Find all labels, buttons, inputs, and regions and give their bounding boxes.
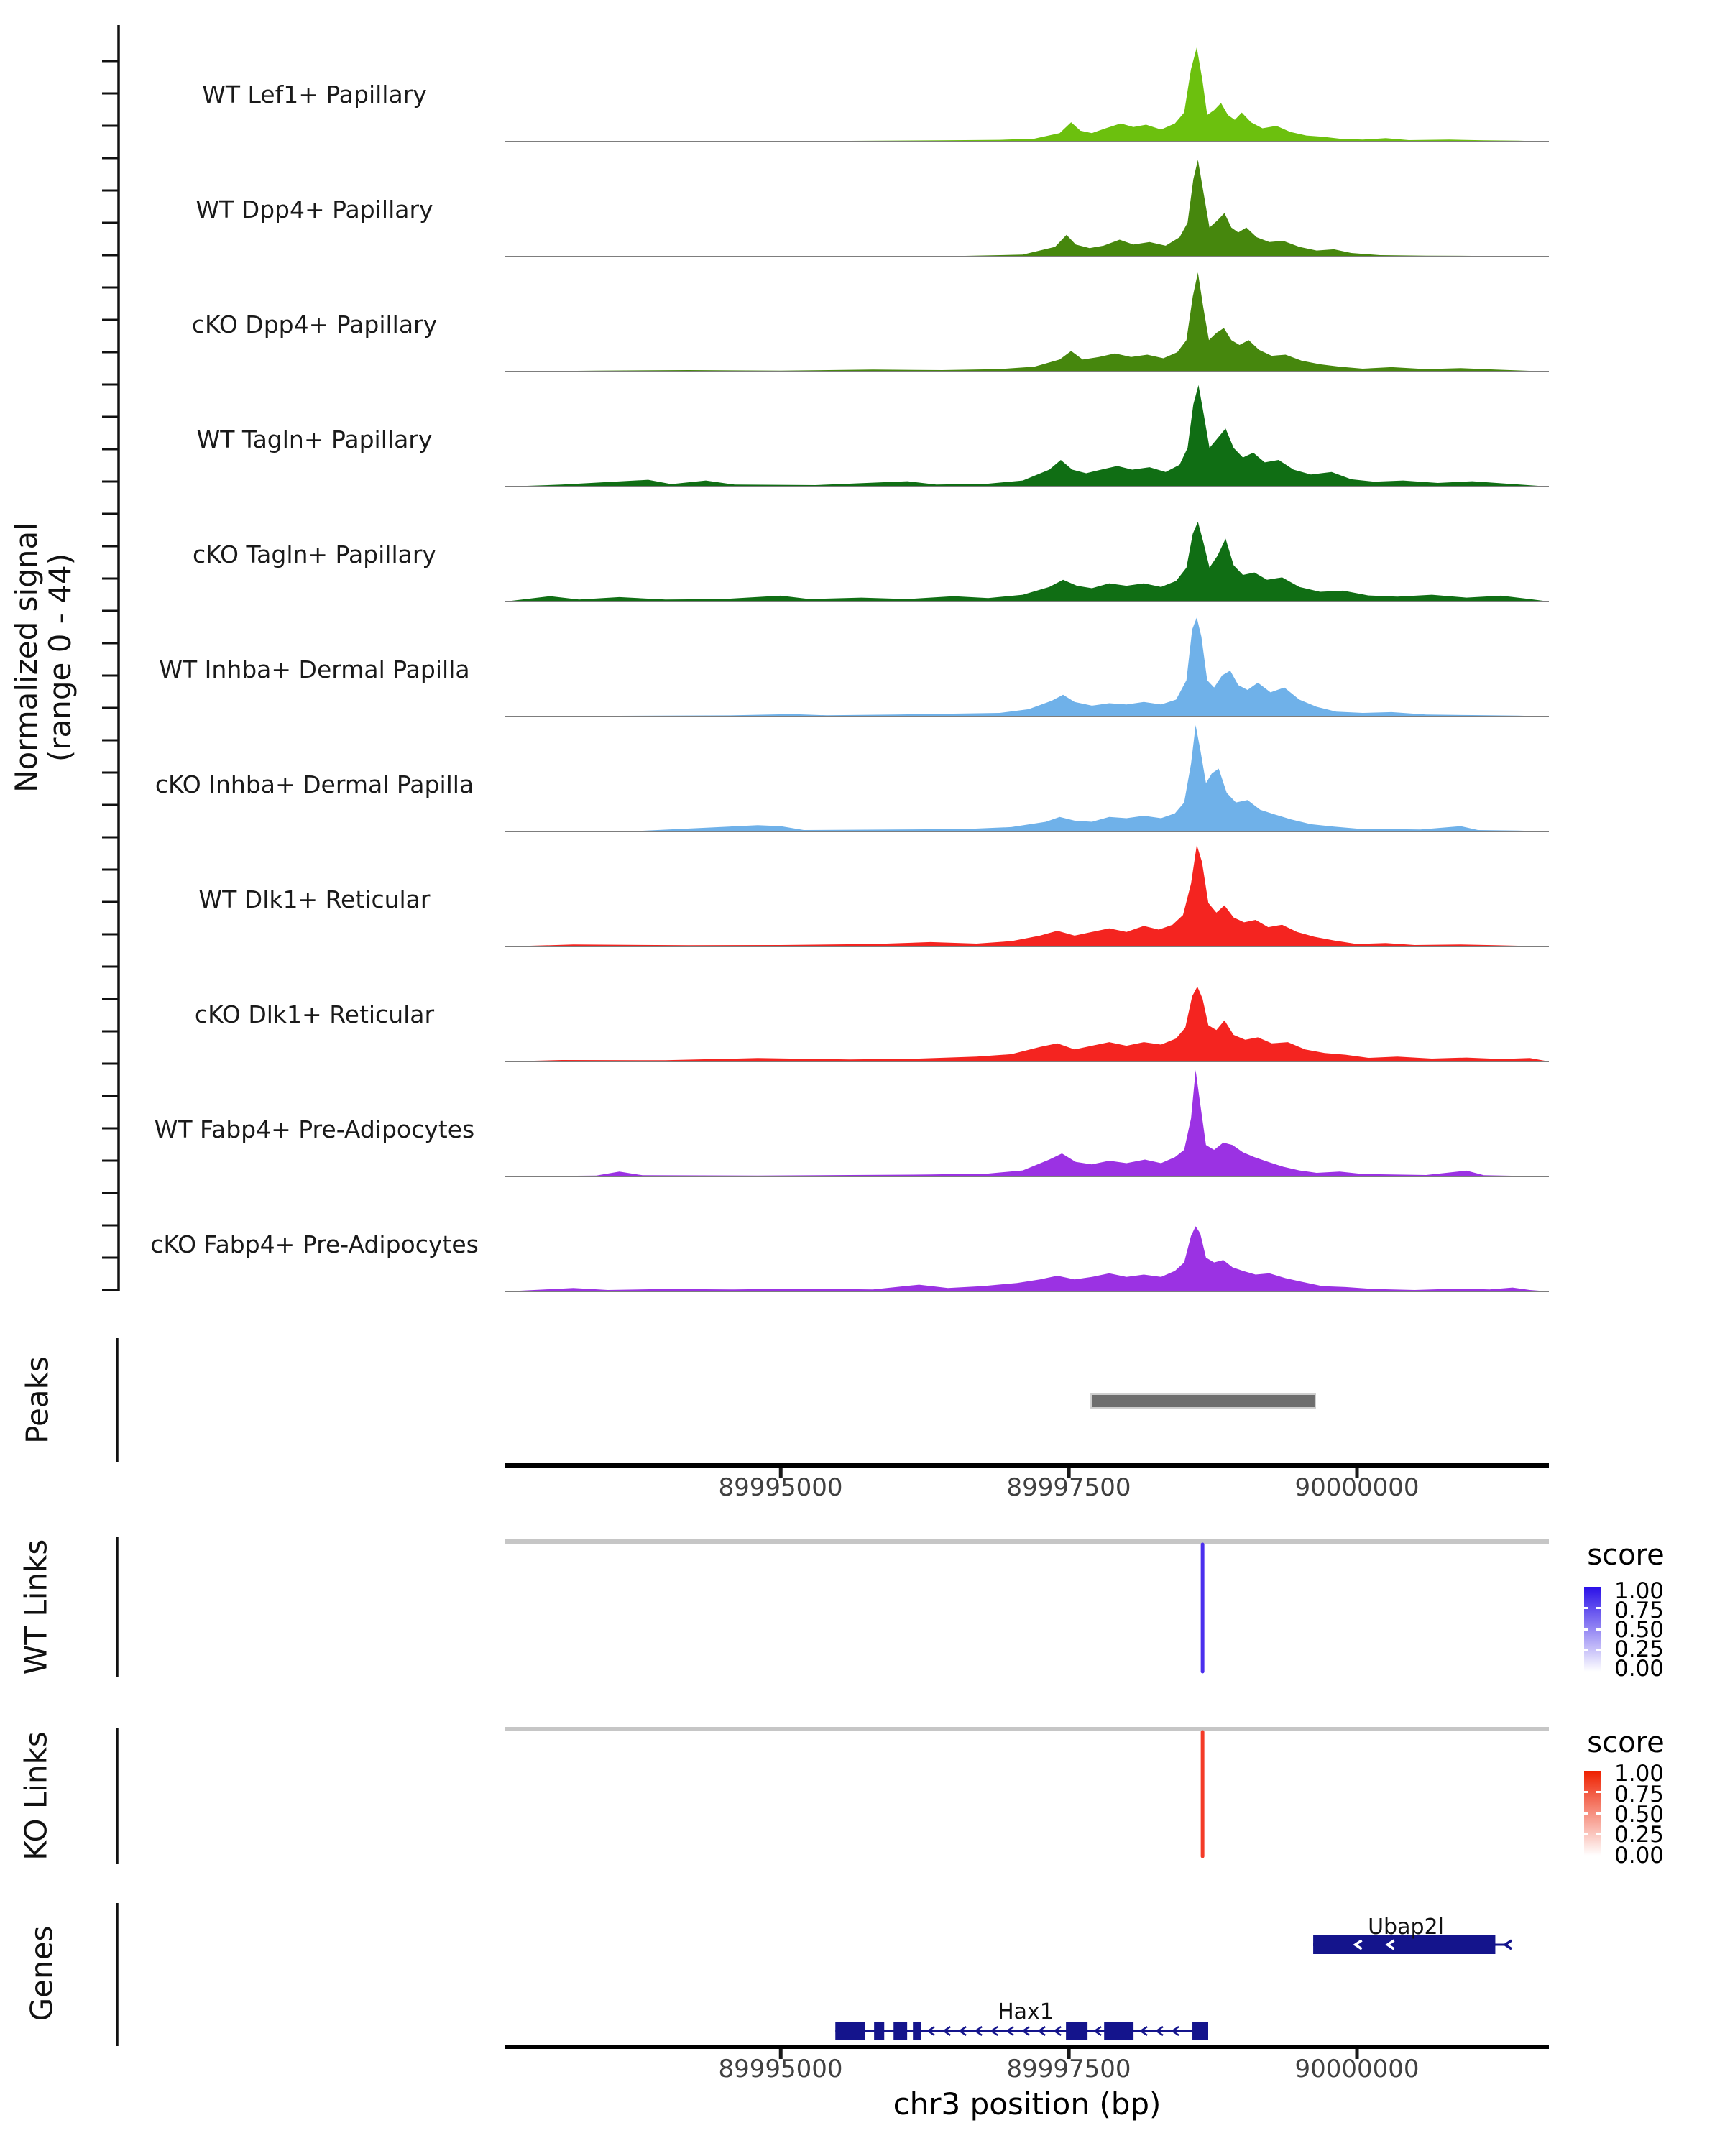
ko-links-legend-gradient-bar bbox=[1584, 1771, 1601, 1856]
ko-links-legend-title: score bbox=[1587, 1726, 1665, 1759]
ko-legend-0.75: 0.75 bbox=[1614, 1782, 1665, 1807]
wt-links-legend-title: score bbox=[1587, 1539, 1665, 1572]
coverage-area-track-4 bbox=[505, 522, 1549, 602]
ko-links-baseline bbox=[505, 1727, 1549, 1731]
legend-notch bbox=[1584, 1628, 1588, 1631]
track-label-wt-dpp4: WT Dpp4+ Papillary bbox=[196, 195, 433, 224]
signal-y-axis-label bbox=[9, 522, 77, 793]
wt-links-panel-label: WT Links bbox=[18, 1539, 54, 1675]
peak-interval bbox=[1091, 1394, 1315, 1408]
legend-notch bbox=[1596, 1791, 1601, 1793]
signal-y-axis-label-line2: (range 0 - 44) bbox=[42, 553, 78, 763]
track-label-cko-tagln: cKO Tagln+ Papillary bbox=[193, 540, 436, 568]
track-label-wt-lef1: WT Lef1+ Papillary bbox=[202, 80, 427, 109]
track-label-cko-dpp4: cKO Dpp4+ Papillary bbox=[191, 310, 438, 338]
coverage-area-track-1 bbox=[505, 160, 1549, 257]
wt-legend-0.25: 0.25 bbox=[1614, 1636, 1665, 1662]
gene-exon-Hax1 bbox=[893, 2022, 907, 2040]
track-label-wt-inhba: WT Inhba+ Dermal Papilla bbox=[159, 655, 470, 683]
gene-label-hax1: Hax1 bbox=[998, 1999, 1054, 2024]
axis2-tick-89997500: 89997500 bbox=[1006, 2055, 1131, 2083]
ko-legend-0.00: 0.00 bbox=[1614, 1843, 1665, 1869]
gene-exon-Hax1 bbox=[913, 2022, 921, 2040]
wt-legend-1.00: 1.00 bbox=[1614, 1578, 1665, 1604]
legend-notch bbox=[1596, 1628, 1601, 1631]
wt-legend-0.50: 0.50 bbox=[1614, 1617, 1665, 1643]
legend-notch bbox=[1584, 1791, 1588, 1793]
wt-legend-0.00: 0.00 bbox=[1614, 1656, 1665, 1682]
signal-y-axis-label-line1: Normalized signal bbox=[9, 522, 44, 793]
track-label-wt-tagln: WT Tagln+ Papillary bbox=[196, 425, 433, 453]
coverage-area-track-2 bbox=[505, 272, 1549, 372]
legend-notch bbox=[1596, 1649, 1601, 1651]
coverage-area-track-9 bbox=[505, 1070, 1549, 1176]
legend-notch bbox=[1596, 1607, 1601, 1609]
coverage-area-track-7 bbox=[505, 845, 1549, 946]
axis1-tick-89997500: 89997500 bbox=[1006, 1473, 1131, 1502]
track-label-cko-dlk1: cKO Dlk1+ Reticular bbox=[194, 1000, 435, 1028]
x-axis-title: chr3 position (bp) bbox=[893, 2086, 1162, 2122]
genes-panel-label: Genes bbox=[24, 1925, 60, 2022]
ko-legend-0.25: 0.25 bbox=[1614, 1822, 1665, 1848]
wt-links-legend-gradient-bar bbox=[1584, 1587, 1601, 1672]
gene-arrowhead-Ubap2l bbox=[1505, 1940, 1512, 1949]
legend-notch bbox=[1584, 1833, 1588, 1835]
legend-notch bbox=[1596, 1833, 1601, 1835]
wt-legend-0.75: 0.75 bbox=[1614, 1598, 1665, 1623]
gene-exon-Hax1 bbox=[1192, 2022, 1208, 2040]
gene-exon-Hax1 bbox=[835, 2022, 865, 2040]
wt-links-baseline bbox=[505, 1539, 1549, 1544]
legend-notch bbox=[1596, 1812, 1601, 1815]
genomic-axis-top bbox=[505, 1463, 1549, 1468]
axis1-tick-89995000: 89995000 bbox=[718, 1473, 843, 1502]
track-label-cko-inhba: cKO Inhba+ Dermal Papilla bbox=[155, 770, 474, 798]
genomic-axis-bottom bbox=[505, 2045, 1549, 2049]
coverage-area-track-6 bbox=[505, 725, 1549, 831]
legend-notch bbox=[1584, 1607, 1588, 1609]
peaks-panel-label: Peaks bbox=[19, 1356, 55, 1444]
gene-label-ubap2l: Ubap2l bbox=[1368, 1915, 1444, 1940]
legend-notch bbox=[1584, 1649, 1588, 1651]
legend-notch bbox=[1584, 1812, 1588, 1815]
coverage-area-track-3 bbox=[505, 385, 1549, 487]
track-label-cko-fabp4: cKO Fabp4+ Pre-Adipocytes bbox=[150, 1230, 479, 1258]
coverage-area-track-5 bbox=[505, 617, 1549, 717]
axis2-tick-89995000: 89995000 bbox=[718, 2055, 843, 2083]
ko-legend-1.00: 1.00 bbox=[1614, 1761, 1665, 1787]
coverage-area-track-0 bbox=[505, 47, 1549, 142]
ko-links-panel-label: KO Links bbox=[18, 1731, 54, 1861]
track-label-wt-dlk1: WT Dlk1+ Reticular bbox=[198, 885, 431, 913]
coverage-area-track-10 bbox=[505, 1226, 1549, 1291]
gene-exon-Hax1 bbox=[874, 2022, 884, 2040]
ko-legend-0.50: 0.50 bbox=[1614, 1802, 1665, 1828]
axis2-tick-90000000: 90000000 bbox=[1294, 2055, 1420, 2083]
axis1-tick-90000000: 90000000 bbox=[1294, 1473, 1420, 1502]
track-label-wt-fabp4: WT Fabp4+ Pre-Adipocytes bbox=[154, 1115, 475, 1143]
gene-exon-Hax1 bbox=[1104, 2022, 1133, 2040]
coverage-area-track-8 bbox=[505, 987, 1549, 1061]
